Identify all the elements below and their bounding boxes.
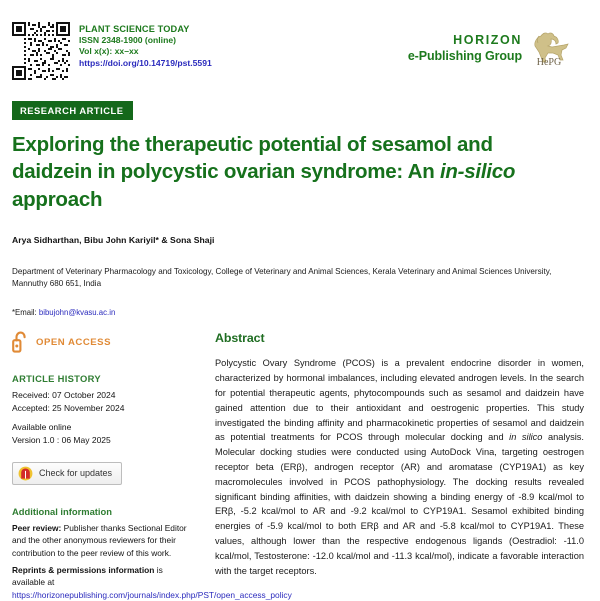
title-text-italic: in-silico	[439, 160, 516, 184]
journal-text-block	[79, 22, 212, 69]
title-text-part2: approach	[12, 187, 103, 211]
check-for-updates-label: Check for updates	[39, 468, 113, 479]
peer-review-note	[12, 522, 192, 559]
corresponding-email-line	[12, 308, 588, 317]
journal-identity	[12, 22, 212, 80]
reprints-policy-link[interactable]: https://horizonepublishing.com/journals/index.php/PST/open_access_policy	[12, 589, 292, 600]
peer-review-label: Peer review:	[12, 522, 62, 533]
page-title	[12, 131, 578, 213]
available-online-label: Available online	[12, 422, 72, 433]
publisher-subtitle: e-Publishing Group	[407, 49, 522, 63]
availability-block	[12, 421, 192, 446]
email-link[interactable]: bibujohn@kvasu.ac.in	[38, 308, 116, 318]
abstract-text-part1: Polycystic Ovary Syndrome (PCOS) is a prevalent endocrine disorder in women, characterized by hormonal imbalances, including elevated androgen levels. In the search for potential therapeutic agents, phytocompounds such as sesamol and daidzein have gained attention due to their antioxidant and oestrogenic properties. This study investigated the binding affinity and pharmacokinetic properties of sesamol and daidzein as potential treatments for PCOS through molecular docking and	[215, 358, 584, 443]
publisher-identity	[408, 22, 588, 68]
body-columns	[12, 331, 588, 601]
article-history-heading: ARTICLE HISTORY	[12, 373, 101, 385]
author-list: Arya Sidharthan, Bibu John Kariyil* & Sona Shaji	[12, 234, 215, 245]
masthead	[12, 0, 588, 88]
version-date: Version 1.0 : 06 May 2025	[12, 434, 111, 445]
abstract-heading: Abstract	[215, 331, 265, 346]
open-access-label: OPEN ACCESS	[36, 336, 111, 348]
abstract-column	[204, 331, 588, 601]
hepg-logo-label: HePG	[536, 57, 562, 68]
crossmark-icon	[18, 466, 33, 481]
reprints-note	[12, 564, 292, 601]
hepg-lion-logo-icon	[528, 28, 570, 68]
publisher-name: HORIZON	[453, 33, 522, 47]
abstract-text-italic: in silico	[509, 432, 543, 443]
abstract-text	[215, 356, 584, 578]
peer-review-text: Publisher thanks Sectional Editor and the other anonymous reviewers for their contribution to the peer review of this work.	[12, 522, 187, 558]
abstract-text-part2: analysis. Molecular docking studies were conducted using AutoDock Vina, targeting oestrogen receptor beta (ERβ), androgen receptor (AR) and aromatase (CYP19A1) as key macromolecules involved in PCOS pathophysiology. The docking results revealed significant binding affinities, with daidzein showing a binding energy of -8.9 kcal/mol to ERβ, -5.2 kcal/mol to AR and -9.2 kcal/mol to CYP19A1. Sesamol exhibited binding energies of -5.9 kcal/mol to both ERβ and AR and -5.8 kcal/mol to CYP19A1. These values, although lower than the respective endogenous ligands (Oestradiol: -11.0 kcal/mol, Testosterone: -12.0 kcal/mol and -11.3 kcal/mol), indicate a favorable interaction with the target receptors.	[215, 432, 584, 576]
open-access-row	[12, 331, 192, 353]
journal-title: PLANT SCIENCE TODAY	[79, 24, 190, 34]
accepted-date: Accepted: 25 November 2024	[12, 402, 125, 413]
additional-information-heading: Additional information	[12, 505, 112, 517]
affiliation: Department of Veterinary Pharmacology and Toxicology, College of Veterinary and Animal Sciences, Kerala Veterinary and Animal Sciences University, Mannuthy 680 651, India	[12, 266, 552, 289]
reprints-label: Reprints & permissions information	[12, 565, 155, 575]
badge-row	[12, 101, 588, 120]
publisher-text-block	[408, 32, 522, 64]
email-label: *Email:	[12, 308, 37, 318]
journal-doi-link[interactable]: https://doi.org/10.14719/pst.5591	[79, 57, 212, 68]
title-text-part1: Exploring the therapeutic potential of sesamol and daidzein in polycystic ovarian syndrome: An	[12, 133, 493, 184]
reprints-text: is available at	[12, 565, 163, 588]
journal-volume: Vol x(x): xx–xx	[79, 46, 139, 57]
open-lock-icon	[12, 331, 29, 353]
qr-code-icon[interactable]	[12, 22, 70, 80]
journal-issn: ISSN 2348-1900 (online)	[79, 35, 176, 46]
received-date: Received: 07 October 2024	[12, 390, 116, 401]
article-history-dates	[12, 389, 192, 414]
article-type-badge: RESEARCH ARTICLE	[12, 101, 133, 120]
check-for-updates-button[interactable]	[12, 462, 122, 485]
